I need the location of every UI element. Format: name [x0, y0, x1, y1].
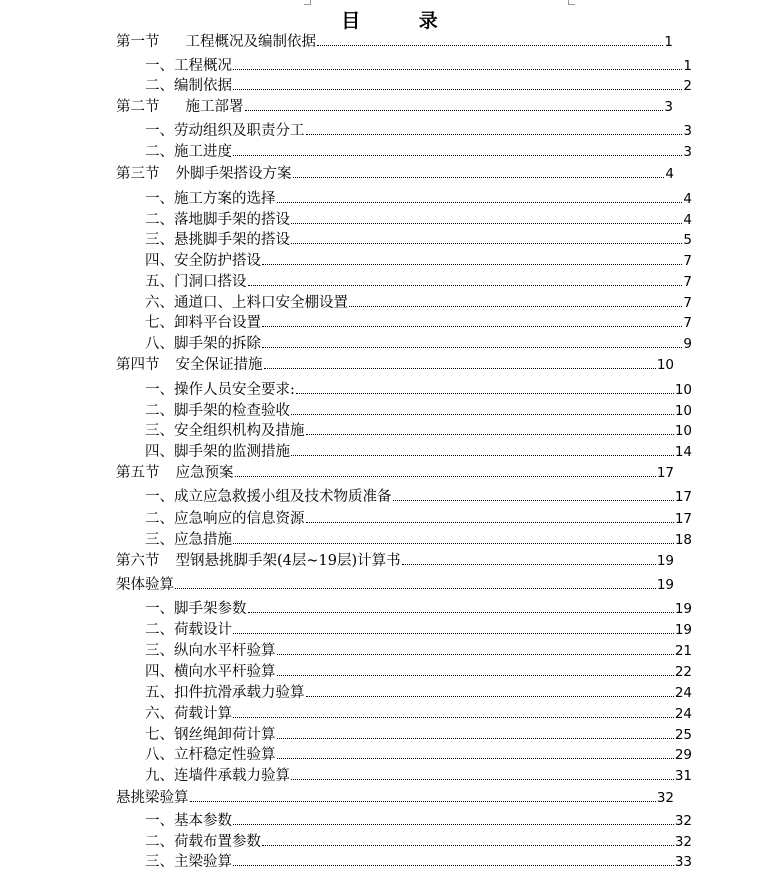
toc-entry[interactable] [145, 812, 692, 830]
toc-page-number: 7 [683, 315, 692, 331]
toc-page-number: 21 [674, 643, 692, 659]
toc-page-number: 32 [656, 790, 674, 806]
toc-page-number: 22 [674, 664, 692, 680]
toc-entry[interactable] [116, 165, 674, 183]
toc-page-number: 10 [656, 357, 674, 373]
toc-page-number: 17 [674, 511, 692, 527]
toc-entry[interactable] [116, 552, 674, 570]
toc-leader-dots [235, 475, 656, 477]
toc-entry-title: 一、基本参数 [145, 813, 232, 829]
toc-entry[interactable] [145, 294, 692, 312]
toc-entry[interactable] [145, 853, 692, 871]
toc-entry-title: 二、荷载布置参数 [145, 834, 261, 850]
toc-entry-title: 三、悬挑脚手架的搭设 [145, 232, 290, 248]
toc-entry-title: 七、钢丝绳卸荷计算 [145, 727, 276, 743]
toc-leader-dots [233, 632, 674, 634]
toc-leader-dots [277, 653, 674, 655]
toc-leader-dots [306, 521, 674, 523]
toc-page-number: 18 [674, 532, 692, 548]
toc-page-number: 3 [664, 99, 673, 115]
toc-entry-title: 一、施工方案的选择 [145, 191, 276, 207]
toc-leader-dots [262, 263, 682, 265]
toc-entry-title: 安全保证措施 [175, 357, 263, 373]
toc-leader-dots [291, 778, 674, 780]
toc-page-number: 3 [683, 123, 692, 139]
toc-entry-title: 二、脚手架的检查验收 [145, 403, 290, 419]
toc-leader-dots [291, 413, 674, 415]
toc-leader-dots [262, 346, 682, 348]
toc-entry[interactable] [145, 335, 692, 353]
toc-page-number: 3 [683, 144, 692, 160]
toc-page-number: 19 [674, 622, 692, 638]
toc-leader-dots [233, 68, 682, 70]
toc-entry[interactable] [145, 231, 692, 249]
toc-entry[interactable] [145, 252, 692, 270]
toc-entry[interactable] [145, 600, 692, 618]
toc-entry[interactable] [116, 576, 674, 594]
toc-entry-title: 型钢悬挑脚手架(4层~19层)计算书 [175, 553, 401, 569]
toc-leader-dots [233, 864, 674, 866]
toc-entry[interactable] [145, 77, 692, 95]
toc-entry-title: 二、落地脚手架的搭设 [145, 212, 290, 228]
toc-entry[interactable] [145, 726, 692, 744]
toc-page-number: 7 [683, 253, 692, 269]
toc-leader-dots [262, 325, 682, 327]
toc-section-number: 第一节 [116, 34, 160, 50]
toc-entry-title: 四、安全防护搭设 [145, 253, 261, 269]
toc-leader-dots [233, 88, 682, 90]
toc-entry-title: 八、脚手架的拆除 [145, 336, 261, 352]
toc-page-number: 7 [683, 295, 692, 311]
toc-section-number: 第六节 [116, 553, 160, 569]
toc-page-number: 10 [674, 403, 692, 419]
toc-entry[interactable] [145, 57, 692, 75]
page-title: 目 录 [341, 10, 464, 32]
toc-leader-dots [317, 44, 663, 46]
toc-entry[interactable] [145, 621, 692, 639]
toc-leader-dots [393, 499, 674, 501]
toc-page-number: 9 [683, 336, 692, 352]
toc-leader-dots [248, 611, 674, 613]
toc-entry-title: 四、横向水平杆验算 [145, 664, 276, 680]
toc-entry-title: 架体验算 [116, 577, 174, 593]
toc-entry[interactable] [116, 789, 674, 807]
toc-entry[interactable] [145, 684, 692, 702]
toc-entry-title: 三、安全组织机构及措施 [145, 423, 305, 439]
toc-entry[interactable] [145, 422, 692, 440]
toc-entry[interactable] [145, 642, 692, 660]
toc-entry[interactable] [145, 211, 692, 229]
toc-leader-dots [291, 222, 682, 224]
toc-entry[interactable] [145, 705, 692, 723]
toc-entry-title: 二、荷载设计 [145, 622, 232, 638]
toc-entry[interactable] [116, 98, 673, 116]
toc-entry-title: 九、连墙件承载力验算 [145, 768, 290, 784]
toc-entry[interactable] [145, 531, 692, 549]
toc-entry[interactable] [116, 464, 674, 482]
toc-page-number: 10 [674, 382, 692, 398]
toc-entry-title: 七、卸料平台设置 [145, 315, 261, 331]
toc-page-number: 24 [674, 685, 692, 701]
toc-page-number: 19 [656, 577, 674, 593]
toc-entry-title: 二、应急响应的信息资源 [145, 511, 305, 527]
toc-entry[interactable] [145, 443, 692, 461]
toc-entry-title: 应急预案 [175, 465, 234, 481]
toc-leader-dots [175, 587, 656, 589]
toc-entry[interactable] [116, 356, 674, 374]
toc-page-number: 19 [674, 601, 692, 617]
toc-entry-title: 一、操作人员安全要求: [145, 382, 295, 398]
toc-page-number: 33 [674, 854, 692, 870]
toc-leader-dots [190, 800, 656, 802]
toc-leader-dots [277, 201, 683, 203]
toc-page-number: 4 [683, 212, 692, 228]
toc-page-number: 31 [674, 768, 692, 784]
toc-entry-title: 八、立杆稳定性验算 [145, 747, 276, 763]
toc-leader-dots [306, 695, 674, 697]
toc-leader-dots [245, 109, 664, 111]
toc-leader-dots [306, 133, 683, 135]
toc-entry-title: 六、荷载计算 [145, 706, 232, 722]
toc-entry[interactable] [145, 190, 692, 208]
toc-leader-dots [291, 242, 682, 244]
toc-page-number: 14 [674, 444, 692, 460]
toc-leader-dots [306, 433, 674, 435]
toc-leader-dots [262, 844, 674, 846]
toc-entry-title: 施工部署 [185, 99, 244, 115]
toc-entry-title: 四、脚手架的监测措施 [145, 444, 290, 460]
toc-entry-title: 五、扣件抗滑承载力验算 [145, 685, 305, 701]
toc-leader-dots [277, 674, 674, 676]
toc-section-number: 第二节 [116, 99, 160, 115]
toc-page-number: 25 [674, 727, 692, 743]
toc-page-number: 1 [664, 34, 673, 50]
toc-leader-dots [264, 367, 656, 369]
toc-entry[interactable] [145, 314, 692, 332]
toc-leader-dots [233, 716, 674, 718]
toc-page-number: 10 [674, 423, 692, 439]
toc-leader-dots [233, 823, 674, 825]
toc-entry[interactable] [145, 381, 692, 399]
toc-entry[interactable] [145, 488, 692, 506]
toc-section-number: 第三节 [116, 166, 160, 182]
toc-leader-dots [233, 154, 682, 156]
toc-entry-title: 五、门洞口搭设 [145, 274, 247, 290]
toc-section-number: 第五节 [116, 465, 160, 481]
toc-entry-title: 外脚手架搭设方案 [175, 166, 292, 182]
toc-entry-title: 三、主梁验算 [145, 854, 232, 870]
toc-entry-title: 三、纵向水平杆验算 [145, 643, 276, 659]
toc-entry[interactable] [145, 767, 692, 785]
toc-leader-dots [291, 454, 674, 456]
toc-entry[interactable] [145, 143, 692, 161]
toc-page-number: 19 [656, 553, 674, 569]
toc-leader-dots [402, 563, 656, 565]
toc-entry[interactable] [145, 510, 692, 528]
toc-entry-title: 一、成立应急救援小组及技术物质准备 [145, 489, 392, 505]
toc-entry-title: 二、编制依据 [145, 78, 232, 94]
toc-leader-dots [296, 392, 674, 394]
toc-page-number: 32 [674, 813, 692, 829]
toc-entry-title: 一、劳动组织及职责分工 [145, 123, 305, 139]
toc-entry-title: 六、通道口、上料口安全棚设置 [145, 295, 348, 311]
toc-entry-title: 一、脚手架参数 [145, 601, 247, 617]
toc-entry-title: 二、施工进度 [145, 144, 232, 160]
toc-leader-dots [277, 757, 674, 759]
toc-entry[interactable] [145, 402, 692, 420]
toc-page-number: 4 [683, 191, 692, 207]
toc-entry[interactable] [116, 33, 673, 51]
toc-page-number: 17 [674, 489, 692, 505]
toc-page-number: 24 [674, 706, 692, 722]
toc-entry[interactable] [145, 122, 692, 140]
toc-page-number: 5 [683, 232, 692, 248]
toc-leader-dots [349, 305, 682, 307]
toc-page-number: 4 [665, 166, 674, 182]
toc-entry-title: 悬挑梁验算 [116, 790, 189, 806]
toc-leader-dots [248, 284, 683, 286]
toc-page-number: 1 [683, 58, 692, 74]
toc-entry-title: 一、工程概况 [145, 58, 232, 74]
toc-page-number: 29 [674, 747, 692, 763]
toc-entry-title: 三、应急措施 [145, 532, 232, 548]
toc-entry[interactable] [145, 833, 692, 851]
toc-entry[interactable] [145, 273, 692, 291]
toc-page-number: 2 [683, 78, 692, 94]
toc-page-number: 7 [683, 274, 692, 290]
toc-section-number: 第四节 [116, 357, 160, 373]
toc-entry[interactable] [145, 746, 692, 764]
toc-leader-dots [277, 737, 674, 739]
toc-page-number: 17 [656, 465, 674, 481]
toc-leader-dots [233, 542, 674, 544]
toc-page-number: 32 [674, 834, 692, 850]
toc-entry-title: 工程概况及编制依据 [185, 34, 316, 50]
toc-entry[interactable] [145, 663, 692, 681]
toc-leader-dots [293, 176, 665, 178]
